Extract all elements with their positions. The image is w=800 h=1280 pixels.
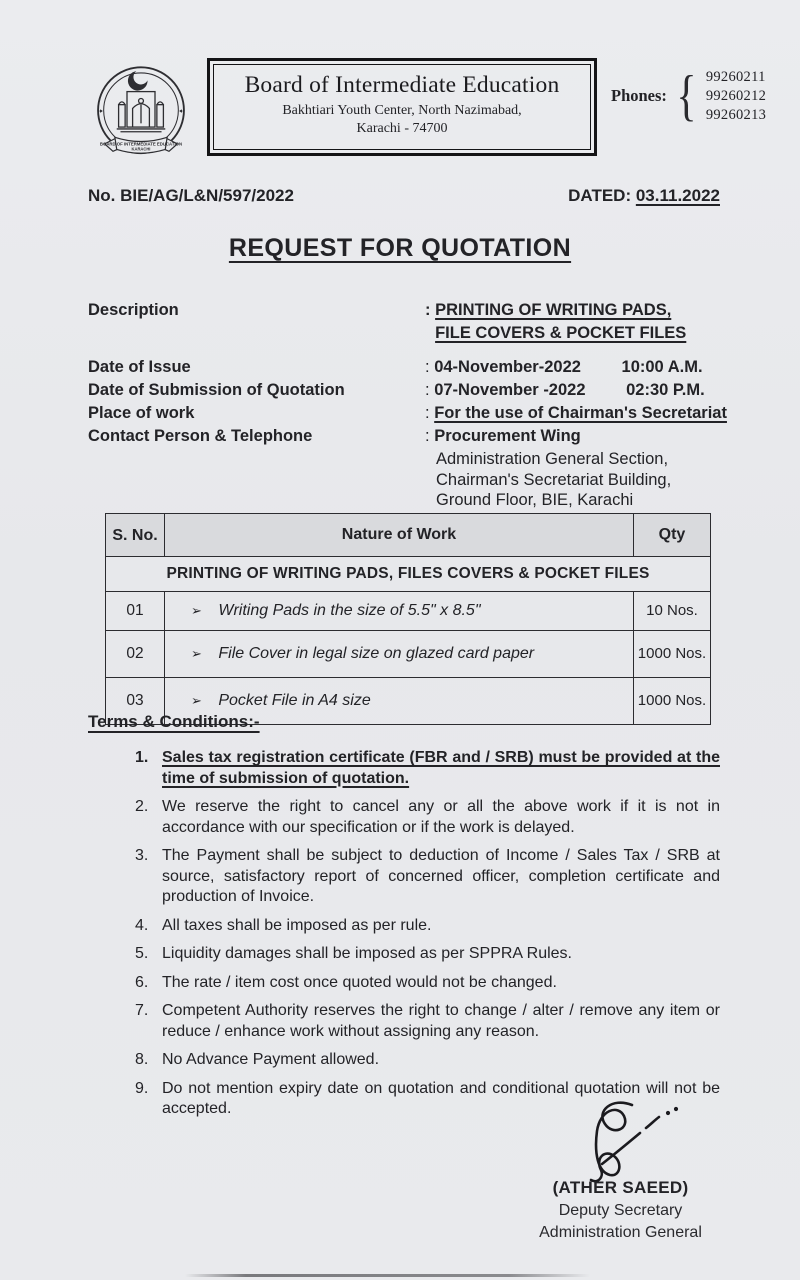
contact-line: Ground Floor, BIE, Karachi [436, 491, 634, 509]
terms-heading: Terms & Conditions:- [88, 712, 260, 731]
date-of-submission-row [88, 380, 740, 400]
letterhead [85, 58, 770, 170]
description-row [88, 300, 740, 346]
details-block [88, 300, 740, 531]
org-name-box [207, 58, 597, 156]
section-title: PRINTING OF WRITING PADS, FILES COVERS & POCKET FILES [106, 557, 711, 592]
signature-block [478, 1098, 763, 1242]
contact-person-label: Contact Person & Telephone [88, 427, 313, 445]
colon: : [425, 427, 430, 445]
signatory-name: (ATHER SAEED) [552, 1178, 689, 1197]
date-of-issue-row [88, 357, 740, 377]
document-title: REQUEST FOR QUOTATION [228, 234, 572, 262]
table-row [106, 592, 711, 631]
seal-building-icon [117, 92, 166, 132]
description-value-line1: PRINTING OF WRITING PADS, [435, 301, 672, 319]
row-item: Pocket File in A4 size [218, 692, 371, 709]
items-table [105, 513, 711, 725]
terms-and-conditions [88, 712, 720, 1128]
row-sno: 03 [106, 678, 165, 725]
term-item: 8. No Advance Payment allowed. [135, 1051, 380, 1068]
org-address-line2: Karachi - 74700 [356, 121, 448, 136]
arrow-bullet-icon: ➢ [191, 646, 202, 661]
scan-edge-artifact [185, 1274, 590, 1277]
date-of-issue-time: 10:00 A.M. [621, 358, 703, 376]
col-header-work: Nature of Work [165, 514, 634, 557]
reference-row [88, 186, 720, 206]
phones-label: Phones: [611, 86, 667, 105]
seal-city-text: KARACHI [131, 146, 151, 152]
seal-ribbon-text: BOARD OF INTERMEDIATE EDUCATION [99, 141, 183, 147]
org-address-line1: Bakhtiari Youth Center, North Nazimabad, [282, 103, 522, 118]
row-qty: 1000 Nos. [634, 631, 711, 678]
term-item: 3. The Payment shall be subject to deduction of Income / Sales Tax / SRB at source, satisfactory report of concerned officer, completion certificate and production of Invoice. [135, 847, 720, 905]
board-seal-logo [85, 58, 197, 170]
row-item: File Cover in legal size on glazed card paper [218, 645, 535, 662]
description-label: Description [88, 301, 179, 319]
place-of-work-row [88, 403, 740, 423]
contact-line: Chairman's Secretariat Building, [436, 470, 672, 489]
colon: : [425, 358, 430, 376]
phones-block [611, 66, 766, 126]
term-item: 4. All taxes shall be imposed as per rule. [135, 916, 432, 934]
table-section-row [106, 557, 711, 592]
org-name: Board of Intermediate Education [244, 72, 560, 98]
row-item: Writing Pads in the size of 5.5" x 8.5" [218, 602, 481, 619]
contact-person-row [88, 426, 740, 446]
table-row [106, 631, 711, 678]
signatory-title: Deputy Secretary [558, 1202, 683, 1219]
date-of-submission-label: Date of Submission of Quotation [88, 381, 345, 399]
phone-number: 99260213 [705, 106, 767, 123]
terms-list [135, 748, 720, 1120]
term-item: 1. Sales tax registration certificate (FBR and / SRB) must be provided at the time of submission of quotation. [135, 749, 720, 787]
dated [568, 186, 720, 206]
signatory-department: Administration General [539, 1224, 702, 1241]
arrow-bullet-icon: ➢ [191, 693, 202, 708]
phone-number: 99260212 [705, 87, 767, 104]
place-of-work-label: Place of work [88, 404, 195, 422]
colon: : [425, 381, 430, 399]
colon: : [425, 301, 431, 319]
description-value-line2: FILE COVERS & POCKET FILES [435, 324, 687, 342]
table-header-row [106, 514, 711, 557]
phone-numbers [706, 68, 766, 125]
row-sno: 02 [106, 631, 165, 678]
seal-ribbon [100, 137, 182, 153]
contact-line: Administration General Section, [436, 450, 669, 468]
handwritten-signature [546, 1098, 696, 1190]
col-header-qty: Qty [634, 514, 711, 557]
date-of-submission-value: 07-November -2022 [434, 381, 586, 399]
date-of-submission-time: 02:30 P.M. [626, 381, 705, 399]
phone-number: 99260211 [705, 68, 766, 85]
row-qty: 1000 Nos. [634, 678, 711, 725]
reference-number: No. BIE/AG/L&N/597/2022 [88, 186, 294, 205]
term-item: 5. Liquidity damages shall be imposed as per SPPRA Rules. [135, 945, 572, 962]
colon: : [425, 404, 430, 422]
row-sno: 01 [106, 592, 165, 631]
contact-person-value: Procurement Wing [434, 427, 581, 445]
dated-label: DATED: [568, 186, 632, 205]
col-header-sno: S. No. [106, 514, 165, 557]
dated-value: 03.11.2022 [635, 186, 720, 205]
term-item: 9. Do not mention expiry date on quotation and conditional quotation will not be accepted. [135, 1079, 720, 1117]
place-of-work-value: For the use of Chairman's Secretariat [434, 404, 727, 422]
term-item: 7. Competent Authority reserves the right to change / alter / remove any item or reduce / enhance work without assigning any reason. [135, 1002, 720, 1040]
date-of-issue-value: 04-November-2022 [434, 358, 581, 376]
date-of-issue-label: Date of Issue [88, 358, 191, 376]
term-item: 2. We reserve the right to cancel any or all the above work if it is not in accordance with our specification or if the work is delayed. [135, 798, 720, 836]
arrow-bullet-icon: ➢ [191, 603, 202, 618]
row-qty: 10 Nos. [634, 592, 711, 631]
term-item: 6. The rate / item cost once quoted would not be changed. [135, 973, 557, 991]
brace-glyph: { [676, 65, 697, 127]
